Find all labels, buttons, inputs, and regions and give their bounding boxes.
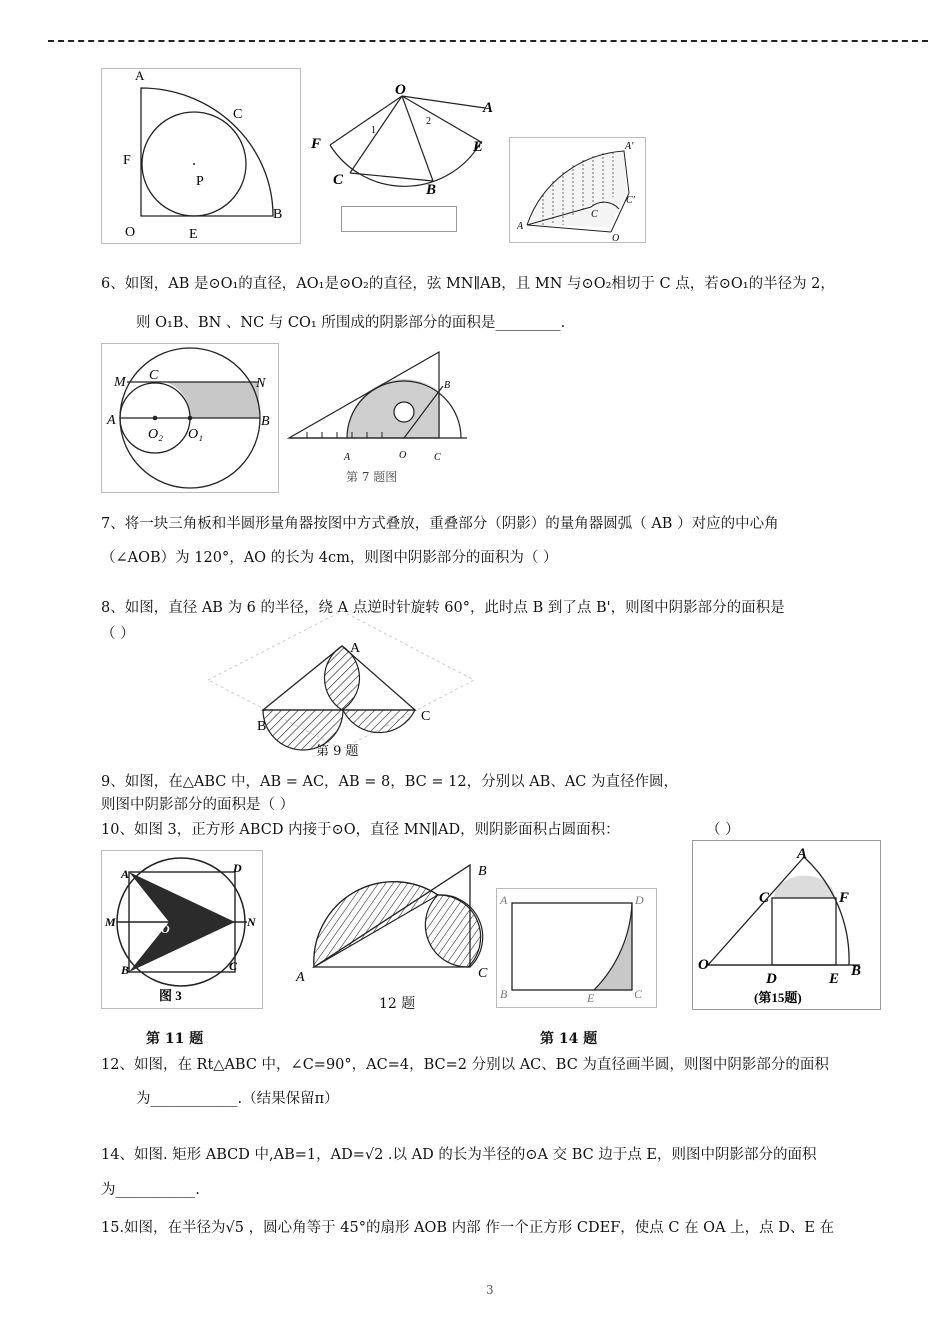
label-O1: O₁ xyxy=(188,427,203,442)
label-A: A xyxy=(135,68,145,83)
label-B: B xyxy=(261,414,270,429)
label-C: C xyxy=(149,368,159,383)
q12-line2: 为____________.（结果保留π） xyxy=(136,1091,339,1107)
label-A-prime: A′ xyxy=(625,141,634,152)
label-D: D xyxy=(766,971,777,987)
label-B: B xyxy=(273,207,283,222)
label-C: C xyxy=(759,890,770,906)
page-number: 3 xyxy=(486,1283,494,1297)
label-C: C xyxy=(634,987,643,1001)
q10-line1: 10、如图 3，正方形 ABCD 内接于⊙O，直径 MN∥AD，则阴影面积占圆面积： xyxy=(101,822,620,838)
q10-paren: （ ） xyxy=(706,822,740,838)
answer-box xyxy=(341,206,457,232)
figure-q6 xyxy=(101,343,279,493)
label-B: B xyxy=(121,963,130,977)
fig12-caption: 12 题 xyxy=(379,996,416,1012)
q14-line1: 14、如图. 矩形 ABCD 中,AB=1，AD=√2 .以 AD 的长为半径的⊙A 交 BC 边于点 E，则图中阴影部分的面积 xyxy=(101,1147,817,1163)
label-B: B xyxy=(478,864,487,879)
label-N: N xyxy=(256,376,266,391)
label-C: C xyxy=(333,172,344,188)
label-M: M xyxy=(105,915,116,929)
fig7-caption: 第 7 题图 xyxy=(346,470,398,484)
label-A: A xyxy=(797,846,808,862)
label-E: E xyxy=(473,139,484,155)
label-F: F xyxy=(839,890,850,906)
label-C: C xyxy=(233,107,243,122)
label-O: O xyxy=(399,450,407,461)
figure-q11 xyxy=(101,850,263,1009)
label-C: C xyxy=(229,959,238,973)
q8-line2: （ ） xyxy=(101,626,135,642)
q7-line1: 7、将一块三角板和半圆形量角器按图中方式叠放，重叠部分（阴影）的量角器圆弧（ AB ）对应的中心角 xyxy=(101,516,779,532)
fig3-caption: 图 3 xyxy=(159,988,182,1003)
label-A: A xyxy=(517,221,524,232)
label-D: D xyxy=(635,893,644,907)
fig15-caption: (第15题) xyxy=(754,990,802,1005)
figure-q9 xyxy=(205,608,480,758)
label-C-prime: C′ xyxy=(626,195,635,206)
figure-q7 xyxy=(287,350,483,485)
q6-line1: 6、如图，AB 是⊙O₁的直径，AO₁是⊙O₂的直径，弦 MN∥AB，且 MN 与⊙O₂相切于 C 点，若⊙O₁的半径为 2， xyxy=(101,276,835,292)
figure-rotated-sector xyxy=(305,78,505,200)
label-N: N xyxy=(247,915,256,929)
label-F: F xyxy=(123,153,131,168)
label-O: O xyxy=(161,922,170,936)
q14-line2: 为___________. xyxy=(101,1182,200,1198)
figure-hatched-sector xyxy=(509,137,646,243)
label-B: B xyxy=(426,182,437,198)
figure-q14 xyxy=(496,888,657,1008)
label-E: E xyxy=(587,991,595,1005)
label-C: C xyxy=(434,452,441,463)
label-E: E xyxy=(189,227,198,242)
label-O: O xyxy=(698,957,709,973)
label-B: B xyxy=(257,719,267,734)
figure-q15 xyxy=(692,840,881,1010)
figure-sector-circle xyxy=(101,68,301,244)
label-B: B xyxy=(444,380,451,391)
label-O2: O₂ xyxy=(148,427,163,442)
label-A: A xyxy=(500,893,508,907)
label-O: O xyxy=(612,233,620,243)
label-P: P xyxy=(196,174,204,189)
label-A: A xyxy=(483,100,494,116)
label-D: D xyxy=(233,861,242,875)
label-2: 2 xyxy=(426,116,431,127)
q6-line2: 则 O₁B、BN 、NC 与 CO₁ 所围成的阴影部分的面积是_________. xyxy=(136,315,566,331)
label-F: F xyxy=(311,136,322,152)
label-1: 1 xyxy=(371,125,376,136)
label-A: A xyxy=(344,452,351,463)
figure-q12 xyxy=(288,855,498,990)
q15-line1: 15.如图，在半径为√5 ，圆心角等于 45°的扇形 AOB 内部 作一个正方形 CDEF，使点 C 在 OA 上，点 D、E 在 xyxy=(101,1220,835,1236)
label-A: A xyxy=(296,970,305,985)
label-B: B xyxy=(851,963,862,979)
q14-caption: 第 14 题 xyxy=(540,1031,598,1047)
label-E: E xyxy=(829,971,840,987)
label-A: A xyxy=(107,413,116,428)
q9-line1: 9、如图，在△ABC 中，AB = AC，AB = 8，BC = 12，分别以 AB、AC 为直径作圆， xyxy=(101,774,679,790)
q7-line2: （∠AOB）为 120°，AO 的长为 4cm，则图中阴影部分的面积为（ ） xyxy=(101,550,558,566)
label-C: C xyxy=(421,709,431,724)
label-A: A xyxy=(121,867,130,881)
q12-line1: 12、如图，在 Rt△ABC 中，∠C=90°，AC=4，BC=2 分别以 AC、BC 为直径画半圆，则图中阴影部分的面积 xyxy=(101,1057,829,1073)
top-dashed-rule xyxy=(48,40,928,42)
q11-caption: 第 11 题 xyxy=(146,1031,204,1047)
q8-line1: 8、如图，直径 AB 为 6 的半径，绕 A 点逆时针旋转 60°，此时点 B 到了点 B'，则图中阴影部分的面积是 xyxy=(101,600,785,616)
label-O: O xyxy=(395,82,406,98)
label-B: B xyxy=(500,987,508,1001)
label-C: C xyxy=(591,209,598,220)
label-C: C xyxy=(478,966,488,981)
label-M: M xyxy=(114,375,126,390)
label-O: O xyxy=(125,225,136,240)
fig9-caption: 第 9 题 xyxy=(316,744,359,759)
label-A: A xyxy=(350,641,361,656)
q9-line2: 则图中阴影部分的面积是（ ） xyxy=(101,797,295,813)
